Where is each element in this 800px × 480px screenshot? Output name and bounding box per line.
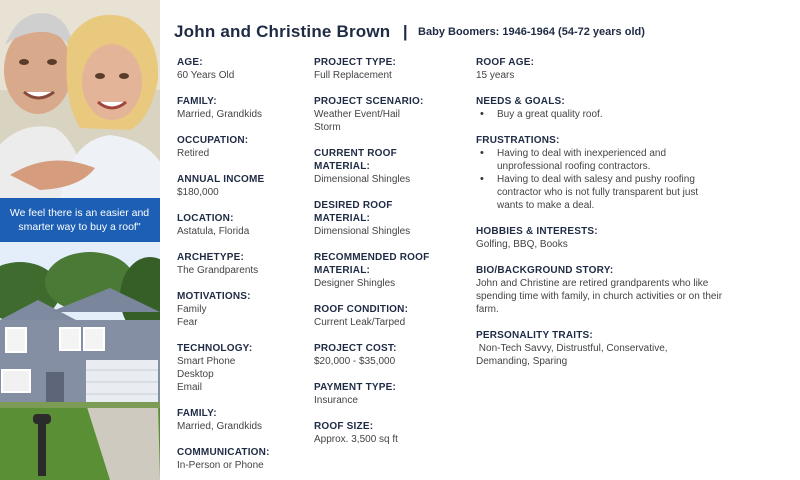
field-value: The Grandparents: [177, 265, 259, 276]
list-item: • Having to deal with salesy and pushy roofing contractor who is not fully transparent but just wants to make a deal.: [476, 173, 726, 212]
field-family-repeat: [177, 407, 302, 433]
field-value: Family: [177, 304, 207, 315]
house-photo: [0, 242, 160, 480]
field-value: $20,000 - $35,000: [314, 356, 396, 367]
field-label: HOBBIES & INTERESTS:: [476, 226, 598, 237]
field-value: 60 Years Old: [177, 70, 235, 81]
field-label: NEEDS & GOALS:: [476, 96, 565, 107]
field-motivations: [177, 290, 302, 329]
field-value: John and Christine are retired grandparents who like spending time with family, in church activities or on their farm.: [476, 278, 723, 315]
field-communication: [177, 446, 302, 472]
needs-list: [476, 108, 776, 121]
field-payment-type: [314, 381, 462, 407]
project-column: [314, 56, 462, 459]
field-label: PROJECT COST:: [314, 343, 397, 354]
field-value: Designer Shingles: [314, 278, 396, 289]
field-value: Fear: [177, 317, 198, 328]
field-needs-goals: [476, 95, 776, 121]
field-value: Email: [177, 382, 203, 393]
field-value: Golfing, BBQ, Books: [476, 239, 568, 250]
field-project-scenario: [314, 95, 462, 134]
quote-text: We feel there is an easier and smarter way to buy a roof": [0, 198, 160, 242]
field-current-roof-material: [314, 147, 462, 186]
field-value: Smart Phone: [177, 356, 236, 367]
profile-column: [476, 56, 776, 381]
field-label: LOCATION:: [177, 213, 234, 224]
field-annual-income: [177, 173, 302, 199]
field-label: ROOF CONDITION:: [314, 304, 409, 315]
field-label: OCCUPATION:: [177, 135, 249, 146]
house-illustration: [0, 242, 160, 480]
field-value: Current Leak/Tarped: [314, 317, 406, 328]
field-label: FAMILY:: [177, 96, 217, 107]
field-label: ANNUAL INCOME: [177, 174, 265, 185]
frustrations-list: [476, 147, 726, 212]
couple-illustration: [0, 0, 160, 198]
sidebar-imagery: [0, 0, 160, 480]
field-value: In-Person or Phone: [177, 460, 264, 471]
list-item: • Having to deal with inexperienced and unprofessional roofing contractors.: [476, 147, 726, 173]
field-bio: [476, 264, 776, 316]
couple-photo: [0, 0, 160, 198]
field-label: ROOF AGE:: [476, 57, 535, 68]
field-label: FRUSTRATIONS:: [476, 135, 560, 146]
field-label: AGE:: [177, 57, 203, 68]
field-value: Insurance: [314, 395, 358, 406]
field-label: MOTIVATIONS:: [177, 291, 251, 302]
field-value: Married, Grandkids: [177, 421, 263, 432]
persona-name: John and Christine Brown: [174, 22, 391, 41]
field-value: Full Replacement: [314, 70, 392, 81]
field-value: Dimensional Shingles: [314, 226, 411, 237]
field-label: DESIRED ROOF MATERIAL:: [314, 200, 393, 224]
field-technology: [177, 342, 302, 394]
field-value: Non-Tech Savvy, Distrustful, Conservative, Demanding, Sparing: [476, 343, 671, 367]
field-roof-size: [314, 420, 462, 446]
field-label: PAYMENT TYPE:: [314, 382, 397, 393]
field-label: CURRENT ROOF MATERIAL:: [314, 148, 397, 172]
field-location: [177, 212, 302, 238]
field-value: 15 years: [476, 70, 515, 81]
field-label: BIO/BACKGROUND STORY:: [476, 265, 614, 276]
field-label: PROJECT SCENARIO:: [314, 96, 424, 107]
field-archetype: [177, 251, 302, 277]
field-recommended-roof-material: [314, 251, 462, 290]
field-value: $180,000: [177, 187, 219, 198]
field-value: Married, Grandkids: [177, 109, 263, 120]
field-project-type: [314, 56, 462, 82]
field-family: [177, 95, 302, 121]
field-value: Weather Event/Hail Storm: [314, 109, 400, 133]
field-label: ROOF SIZE:: [314, 421, 374, 432]
field-label: ARCHETYPE:: [177, 252, 245, 263]
field-personality-traits: [476, 329, 776, 368]
field-age: [177, 56, 302, 82]
field-value: Desktop: [177, 369, 214, 380]
field-roof-condition: [314, 303, 462, 329]
field-label: PERSONALITY TRAITS:: [476, 330, 593, 341]
field-value: Dimensional Shingles: [314, 174, 411, 185]
list-item: • Buy a great quality roof.: [476, 108, 776, 121]
field-hobbies: [476, 225, 776, 251]
field-label: PROJECT TYPE:: [314, 57, 397, 68]
field-label: RECOMMENDED ROOF MATERIAL:: [314, 252, 430, 276]
generation-label: Baby Boomers: 1946-1964 (54-72 years old): [418, 26, 645, 38]
title-separator: |: [402, 22, 408, 41]
field-label: COMMUNICATION:: [177, 447, 270, 458]
field-value: Retired: [177, 148, 210, 159]
field-label: TECHNOLOGY:: [177, 343, 253, 354]
field-desired-roof-material: [314, 199, 462, 238]
persona-header: [174, 22, 790, 46]
field-roof-age: [476, 56, 776, 82]
demographics-column: [177, 56, 302, 480]
field-occupation: [177, 134, 302, 160]
field-project-cost: [314, 342, 462, 368]
field-value: Astatula, Florida: [177, 226, 250, 237]
field-frustrations: [476, 134, 776, 212]
field-value: Approx. 3,500 sq ft: [314, 434, 398, 445]
field-label: FAMILY:: [177, 408, 217, 419]
